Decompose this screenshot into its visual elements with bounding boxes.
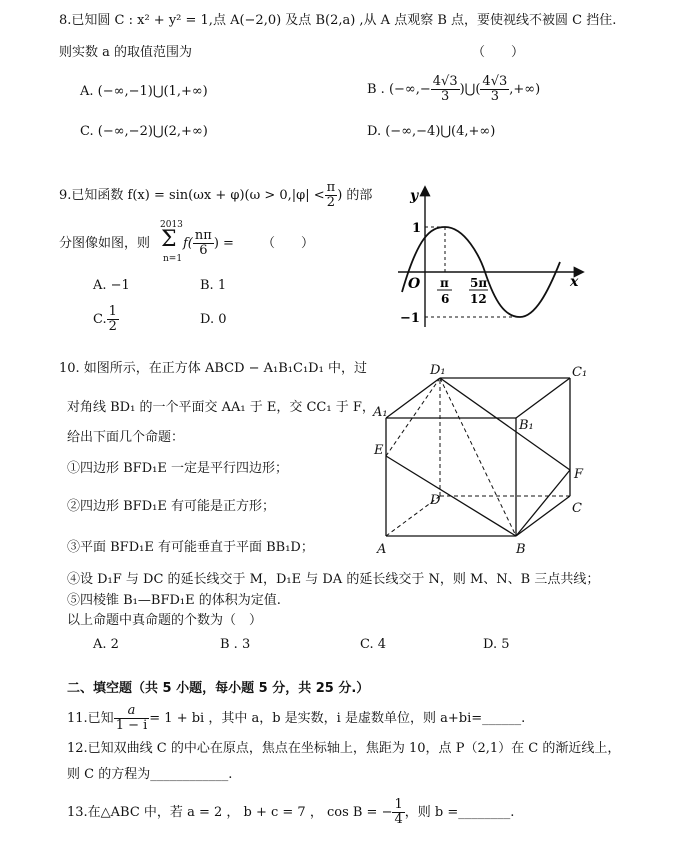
q9-line1 (59, 178, 372, 214)
q9-tick-ym1: −1 (400, 311, 420, 326)
q9-tick-x1-num: π (440, 276, 449, 290)
q9-tick-y1: 1 (412, 221, 422, 236)
q12-answer-blank: ____________. (150, 767, 233, 782)
q9-line2-frac-den: 6 (199, 243, 208, 258)
cube-label-e: E (374, 443, 384, 458)
cube-label-b1: B₁ (519, 418, 534, 433)
q9-option-c-frac-num: 1 (108, 304, 117, 319)
q8-option-b-mid: )⋃( (459, 82, 481, 97)
q10-line1: 10. 如图所示，在正方体 ABCD − A₁B₁C₁D₁ 中，过 (59, 361, 367, 376)
q13-line (67, 794, 514, 832)
cube-label-f: F (574, 467, 584, 482)
q9-line2-post: ) = (213, 236, 234, 251)
q10-proposition-1: ①四边形 BFD₁E 一定是平行四边形； (67, 461, 288, 476)
q9-option-c (93, 302, 119, 338)
q9-option-b: B. 1 (200, 278, 227, 293)
q13-pre: 13.在△ABC 中，若 a = 2 ， b + c = 7 ， cos B = − (67, 805, 393, 820)
q9-line2-pre: 分图像如图，则 (59, 236, 151, 251)
cube-label-a1: A₁ (373, 405, 388, 420)
q9-sine-graph (390, 182, 590, 332)
q8-line2: 则实数 a 的取值范围为 (59, 45, 193, 60)
q9-tick-x1-den: 6 (441, 292, 450, 306)
q12-line2 (67, 767, 232, 783)
q8-option-b-frac1-num: 4√3 (432, 74, 458, 89)
q10-proposition-5: ⑤四棱锥 B₁—BFD₁E 的体积为定值. (67, 593, 281, 608)
q9-x-label: x (570, 274, 579, 290)
q9-option-c-frac (107, 305, 119, 334)
q10-proposition-3: ③平面 BFD₁E 有可能垂直于平面 BB₁D； (67, 540, 314, 555)
q9-sum-symbol: Σ (161, 227, 177, 252)
q13-answer-blank: ________. (458, 805, 515, 820)
q8-answer-paren: （ ） (472, 45, 525, 60)
q8-option-b-pre: B . (−∞,− (367, 82, 431, 97)
q8-option-c: C. (−∞,−2)⋃(2,+∞) (80, 124, 208, 139)
q9-line1-post: ) 的部 (337, 188, 373, 203)
q11-line (67, 700, 525, 738)
q13-frac-num: 1 (394, 797, 403, 812)
q13-frac-den: 4 (394, 812, 403, 827)
q11-frac-num: a (114, 704, 150, 719)
q8-option-b-frac2-num: 4√3 (482, 74, 508, 89)
cube-label-d1: D₁ (430, 363, 446, 378)
cube-label-a: A (377, 542, 387, 557)
q11-answer-blank: ______. (482, 711, 526, 726)
q8-line1: 8.已知圆 C : x² + y² = 1,点 A(−2,0) 及点 B(2,a) ,从 A 点观察 B 点，要使视线不被圆 C 挡住. (59, 13, 617, 28)
q10-line3: 给出下面几个命题： (67, 430, 185, 445)
q12-line2-text: 则 C 的方程为 (67, 767, 151, 782)
q9-tick-x2-num: 5π (470, 276, 488, 290)
cube-label-c: C (572, 501, 582, 516)
q9-line2-f: f( (183, 236, 193, 251)
q8-option-b-frac1 (431, 75, 460, 104)
q9-option-c-pre: C. (93, 312, 107, 327)
q10-option-a: A. 2 (93, 637, 119, 652)
q8-option-b-post: ,+∞) (509, 82, 541, 97)
cube-label-b: B (516, 542, 526, 557)
q10-line2: 对角线 BD₁ 的一个平面交 AA₁ 于 E，交 CC₁ 于 F， (67, 400, 375, 415)
q9-option-a: A. −1 (93, 278, 130, 293)
q9-tick-x2-den: 12 (470, 292, 487, 306)
cube-edge-b1-c1 (516, 378, 570, 418)
q8-option-b-frac1-den: 3 (441, 89, 450, 104)
section-hidden-d1-e (386, 378, 440, 456)
q9-sum-top: 2013 (160, 220, 183, 230)
q12-line1: 12.已知双曲线 C 的中心在原点，焦点在坐标轴上，焦距为 10，点 P（2,1）在 C 的渐近线上， (67, 741, 621, 756)
q9-origin-label: O (408, 276, 421, 292)
q11-post: = 1 + bi ，其中 a，b 是实数，i 是虚数单位，则 a+bi= (149, 711, 483, 726)
q8-option-a: A. (−∞,−1)⋃(1,+∞) (80, 84, 208, 99)
q10-option-d: D. 5 (483, 637, 510, 652)
q9-option-c-frac-den: 2 (108, 319, 117, 334)
q11-frac-den: 1 − i (115, 718, 148, 733)
section-2-title: 二、填空题（共 5 小题，每小题 5 分，共 25 分.） (67, 681, 370, 696)
q9-line2-expr (183, 226, 234, 262)
q10-question: 以上命题中真命题的个数为（ ） (67, 613, 263, 628)
cube-edge-d1-a1 (386, 378, 440, 418)
q9-answer-paren: （ ） (262, 236, 315, 251)
q11-pre: 11.已知 (67, 711, 114, 726)
section-b-f (516, 470, 570, 536)
q13-post: ，则 b = (404, 805, 459, 820)
q10-cube-figure (372, 358, 598, 558)
q8-option-b-frac2 (480, 75, 509, 104)
cube-label-d: D (430, 493, 441, 508)
q9-line2-frac (193, 229, 214, 258)
q9-line1-frac-num: π (326, 180, 336, 195)
q11-frac (114, 704, 150, 733)
q9-sum-bottom: n=1 (163, 254, 183, 264)
q8-option-b (367, 70, 540, 114)
cube-label-c1: C₁ (572, 365, 588, 380)
q10-proposition-4: ④设 D₁F 与 DC 的延长线交于 M，D₁E 与 DA 的延长线交于 N，则 M、N、B 三点共线； (67, 572, 600, 587)
q9-line2-frac-num: nπ (194, 228, 212, 243)
q9-line1-pre: 9.已知函数 f(x) = sin(ωx + φ)(ω > 0,|φ| < (59, 188, 325, 203)
q8-option-d: D. (−∞,−4)⋃(4,+∞) (367, 124, 496, 139)
q9-line1-frac (325, 181, 338, 210)
q10-proposition-2: ②四边形 BFD₁E 有可能是正方形； (67, 499, 275, 514)
q9-line1-frac-den: 2 (326, 195, 336, 210)
q9-option-d: D. 0 (200, 312, 227, 327)
q10-option-c: C. 4 (360, 637, 387, 652)
q9-y-label: y (410, 188, 419, 204)
q8-option-b-frac2-den: 3 (490, 89, 499, 104)
q10-option-b: B . 3 (220, 637, 251, 652)
q13-frac (392, 798, 404, 827)
